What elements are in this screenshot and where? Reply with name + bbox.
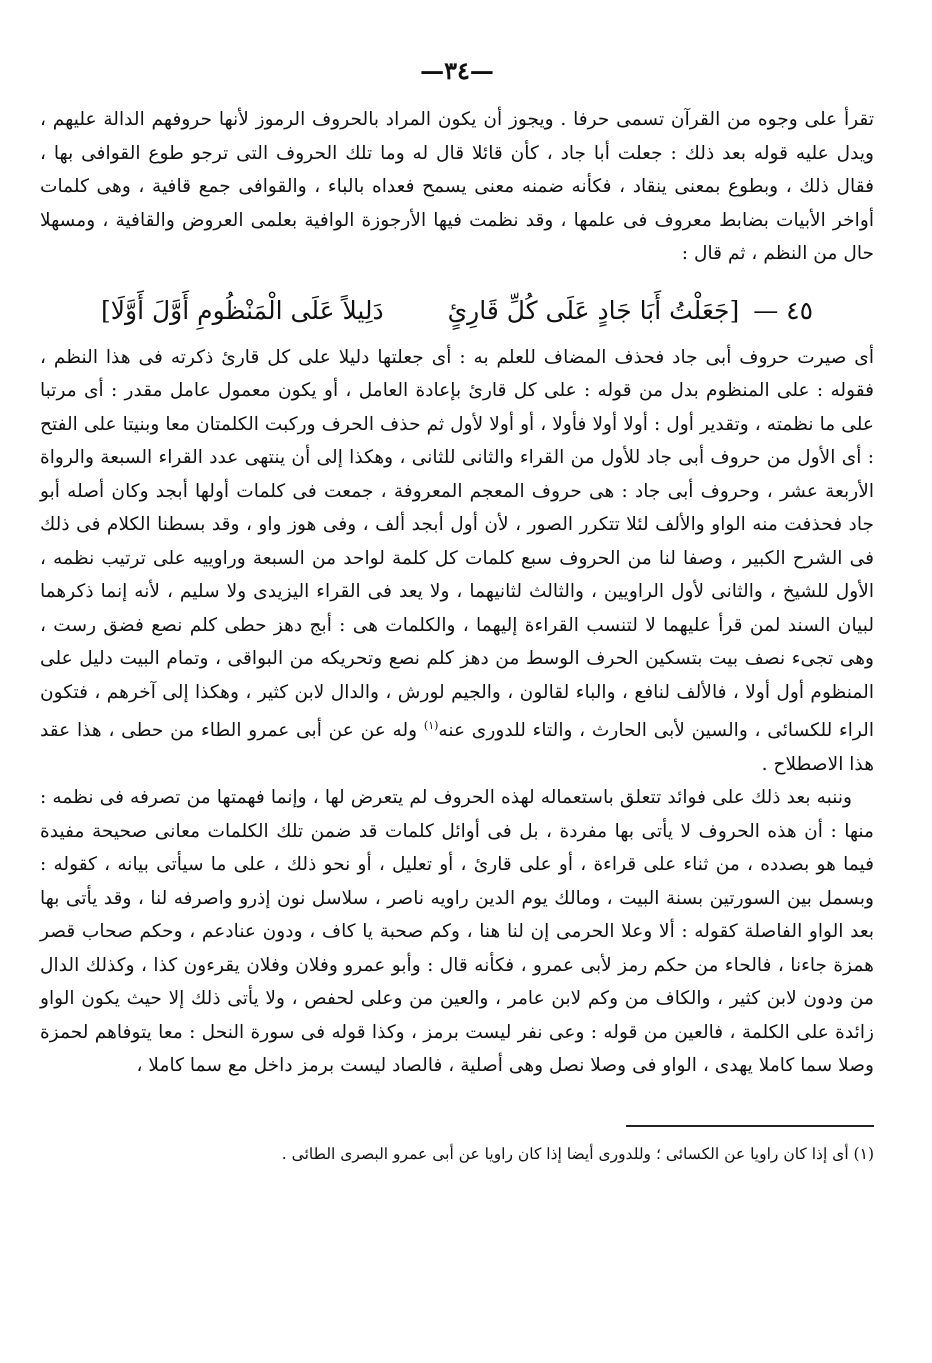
paragraph-1: تقرأ على وجوه من القرآن تسمى حرفا . ويجوز أن يكون المراد بالحروف الرموز لأنها حروفهم الدالة عليهم ، ويدل عليه قوله بعد ذلك : جعلت أبا جاد ، كأن قائلا قال له وما تلك الحروف التى ترجو طوع القوافى بها ، فقال ذلك ، وبطوع بمعنى ينقاد ، فكأنه ضمنه معنى يسمح فعداه بالباء ، والقوافى جمع قافية ، وهى كلمات أواخر الأبيات بضابط معروف فى علمها ، وقد نظمت فيها الأرجوزة الوافية بعلمى العروض والقافية ، ومسهلا حال من النظم ، ثم قال : [40, 109, 874, 264]
paragraph-2 [40, 341, 874, 782]
page-number: —٣٤— [420, 56, 494, 85]
footnote-divider [626, 1125, 874, 1127]
verse-45 [40, 289, 874, 333]
footnote: (١) أى إذا كان راويا عن الكسائى ؛ وللدورى أيضا إذا كان راويا عن أبى عمرو البصرى الطائى . [281, 1144, 874, 1163]
verse-number: ٤٥ — [753, 295, 813, 325]
verse-first-hemistich: [جَعَلْتُ أَبَا جَادٍ عَلَى كُلِّ قَارِئٍ [447, 295, 740, 325]
book-page [40, 56, 874, 1167]
paragraph-3: وننبه بعد ذلك على فوائد تتعلق باستعماله لهذه الحروف لم يتعرض لها ، وإنما فهمتها من تصرفه فى نظمه : منها : أن هذه الحروف لا يأتى بها مفردة ، بل فى أوائل كلمات قد ضمن تلك الكلمات معانى صحيحة مفيدة فيما هو بصدده ، من ثناء على قراءة ، أو على قارئ ، أو تعليل ، أو نحو ذلك ، على ما سيأتى بيانه ، كقوله : وبسمل بين السورتين بسنة البيت ، ومالك يوم الدين راويه ناصر ، سلاسل نون إذرو واصرفه لنا ، وقد يأتى بها بعد الواو الفاصلة كقوله : ألا وعلا الحرمى إن لنا هنا ، وكم صحبة يا كاف ، ودون عنادعم ، وحكم صحاب قصر همزة جاءنا ، فالحاء من حكم رمز لأبى عمرو ، فكأنه قال : وأبو عمرو وفلان وفلان يقرءون كذا ، وكذلك الدال من ودون لابن كثير ، والكاف من وكم لابن عامر ، والعين من وعلى لحفص ، ولا يأتى ذلك إلا حيث يكون الواو زائدة على الكلمة ، فالعين من قوله : وعى نفر ليست برمز ، وكذا قوله فى سورة النحل : معا يتوفاهم لحمزة وصلا سما كاملا يهدى ، الواو فى وصلا نصل وهى أصلية ، فالصاد ليست برمز داخل مع سما كاملا ، [40, 787, 874, 1077]
verse-second-hemistich: دَلِيلاً عَلَى الْمَنْظُومِ أَوَّلَ أَوَّلَا] [100, 295, 384, 325]
paragraph-2-text: أى صيرت حروف أبى جاد فحذف المضاف للعلم به : أى جعلتها دليلا على كل قارئ ذكرته فى هذا النظم ، فقوله : على المنظوم بدل من قوله : على كل قارئ بإعادة العامل ، أو يكون معمول عامل مقدر : أى مرتبا على ما نظمته ، وتقدير أول : أولا أولا فأولا ، أو أولا لأول ثم حذف الحرف وركبت الكلمتان معا وبنيتا على الفتح : أى الأول من حروف أبى جاد للأول من القراء والثانى للثانى ، وهكذا إلى أن ينتهى عدد القراء السبعة والرواة الأربعة عشر ، وحروف أبى جاد : هى حروف المعجم المعروفة ، جمعت فى كلمات أولها أبجد وكان أصله أبو جاد فحذفت منه الواو والألف لئلا تتكرر الصور ، لأن أول أبجد ألف ، وفى هوز واو ، وقد بسطنا الكلام فى ذلك فى الشرح الكبير ، وصفا لنا من الحروف سبع كلمات كل كلمة لواحد من السبعة وراوييه على ترتيب نظمه ، الأول للشيخ ، والثانى لأول الراويين ، والثالث لثانيهما ، ولا يعد فى القراء اليزيدى ولا سليم ، لأنه إنما ذكرهما لبيان السند لمن قرأ عليهما لا لتنسب القراءة إليهما ، والكلمات هى : أبج دهز حطى كلم نصع فضق رست ، وهى تجىء نصف بيت بتسكين الحرف الوسط من دهز كلم نصع وتحريكه من البواقى ، وتمام البيت دليل على المنظوم أول أولا ، فالألف لنافع ، والباء لقالون ، والجيم لورش ، والدال لابن كثير ، وهكذا إلى آخرهم ، فتكون الراء للكسائى ، والسين لأبى الحارث ، والتاء للدورى عنه [40, 346, 874, 742]
footnote-reference[interactable]: (١) [423, 719, 439, 732]
paragraph-2-tail: وله عن عن أبى عمرو الطاء من حطى ، هذا عقد هذا الاصطلاح . [40, 720, 874, 775]
